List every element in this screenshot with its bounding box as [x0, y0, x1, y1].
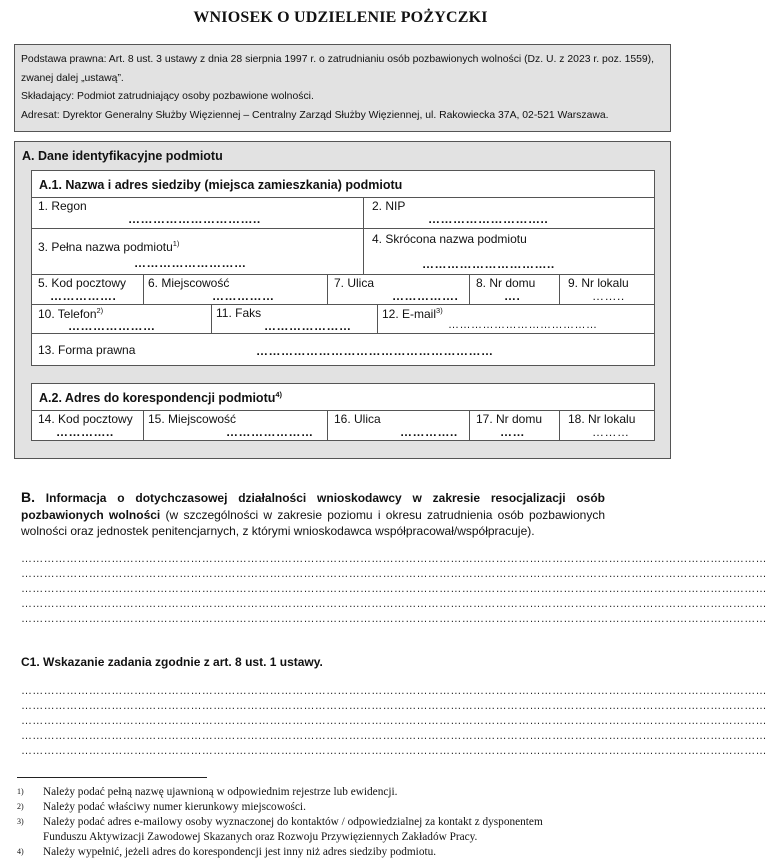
section-a2-title-text: A.2. Adres do korespondencji podmiotu — [39, 391, 276, 406]
legal-basis-box — [14, 44, 671, 132]
footnote-ref-4: 4) — [275, 390, 283, 399]
nip-label: 2. NIP — [372, 199, 406, 213]
corr-house-number-label: 17. Nr domu — [476, 412, 543, 426]
footnote — [17, 830, 477, 844]
legal-basis-line-cont: zwanej dalej „ustawą”. — [21, 72, 124, 84]
footnote-text: Funduszu Aktywizacji Zawodowej Skazanych oraz Rozwoju Przywięziennych Zakładów Pracy. — [43, 831, 478, 843]
legal-form-label: 13. Forma prawna — [38, 343, 136, 357]
section-b-answer-line[interactable]: ……………………………………………………………………………………………………………………………………………………………………………… — [21, 568, 767, 580]
section-c1-answer-line[interactable]: ……………………………………………………………………………………………………………………………………………………………………………… — [21, 715, 767, 727]
section-a-title: A. Dane identyfikacyjne podmiotu — [22, 149, 223, 163]
footnote-number: 3) — [17, 817, 24, 826]
footnote-ref-3: 3) — [436, 306, 443, 315]
section-c1-answer-line[interactable]: ……………………………………………………………………………………………………………………………………………………………………………… — [21, 730, 767, 742]
apartment-number-dots: …….. — [592, 289, 625, 303]
corr-city-field[interactable] — [144, 411, 328, 440]
full-name-dots: ……………………… — [134, 256, 247, 270]
corr-apartment-number-label: 18. Nr lokalu — [568, 412, 636, 426]
footnote — [17, 815, 543, 829]
city-label: 6. Miejscowość — [148, 276, 230, 290]
section-a — [14, 141, 671, 459]
section-b-heading — [21, 489, 605, 540]
apartment-number-label: 9. Nr lokalu — [568, 276, 629, 290]
full-name-label-text: 3. Pełna nazwa podmiotu — [38, 240, 173, 254]
footnote-text: Należy podać pełną nazwę ujawnioną w odpowiednim rejestrze lub ewidencji. — [43, 786, 398, 798]
city-field[interactable] — [144, 275, 328, 305]
section-b-bold-text: Informacja o dotychczasowej działalności wnioskodawcy w zakresie resocjalizacji osób pozbawionych wolności — [21, 491, 605, 522]
legal-form-field[interactable] — [32, 334, 654, 365]
fax-dots: ………………… — [264, 319, 352, 333]
corr-city-label: 15. Miejscowość — [148, 412, 237, 426]
section-b-answer-line[interactable]: ……………………………………………………………………………………………………………………………………………………………………………… — [21, 598, 767, 610]
fax-field[interactable] — [212, 305, 378, 334]
corr-apartment-number-field[interactable] — [560, 411, 654, 440]
section-b-answer-line[interactable]: ……………………………………………………………………………………………………………………………………………………………………………… — [21, 553, 767, 565]
section-c1-heading: C1. Wskazanie zadania zgodnie z art. 8 ust. 1 ustawy. — [21, 655, 323, 669]
section-b-letter: B. — [21, 489, 35, 505]
section-a2 — [31, 383, 655, 441]
full-name-label — [38, 239, 179, 254]
footnote-text: Należy podać właściwy numer kierunkowy miejscowości. — [43, 801, 306, 813]
corr-house-number-field[interactable] — [470, 411, 560, 440]
house-number-field[interactable] — [470, 275, 560, 305]
footnote-text: Należy podać adres e-mailowy osoby wyznaczonej do kontaktów / odpowiedzialnej za kontakt z dysponentem — [43, 816, 543, 828]
short-name-dots: ………………………….. — [422, 257, 555, 271]
footnote-number: 1) — [17, 787, 24, 796]
corr-city-dots: ………………… — [226, 425, 314, 439]
submitter-line: Składający: Podmiot zatrudniający osoby pozbawione wolności. — [21, 91, 314, 102]
corr-postal-code-label: 14. Kod pocztowy — [38, 412, 133, 426]
corr-apartment-number-dots: ……… — [592, 425, 630, 439]
email-dots: ………………………………… — [448, 319, 598, 331]
section-b-normal-text: (w szczególności w zakresie poziomu i okresu zatrudnienia osób pozbawionych wolności oraz jednostek penitencjarnych, z którymi wnioskodawca współpracował/współpracuje). — [21, 507, 605, 538]
postal-code-dots: ……………. — [50, 289, 117, 303]
legal-basis-line: Podstawa prawna: Art. 8 ust. 3 ustawy z dnia 28 sierpnia 1997 r. o zatrudnianiu osób pozbawionych wolności (Dz. U. z 2023 r. poz. 1559), — [21, 54, 655, 65]
postal-code-label: 5. Kod pocztowy — [38, 276, 127, 290]
regon-field[interactable] — [32, 198, 364, 229]
email-label-text: 12. E-mail — [382, 307, 437, 321]
section-a1-title: A.1. Nazwa i adres siedziby (miejsca zamieszkania) podmiotu — [39, 178, 403, 192]
footnote — [17, 785, 397, 799]
footnote-number: 4) — [17, 847, 24, 856]
postal-code-field[interactable] — [32, 275, 144, 305]
corr-street-label: 16. Ulica — [334, 412, 381, 426]
corr-postal-code-field[interactable] — [32, 411, 144, 440]
addressee-line: Adresat: Dyrektor Generalny Służby Więziennej – Centralny Zarząd Służby Więziennej, ul. Rakowiecka 37A, 02-521 Warszawa. — [21, 109, 609, 121]
footnote — [17, 845, 436, 859]
email-field[interactable] — [378, 305, 654, 334]
short-name-label: 4. Skrócona nazwa podmiotu — [372, 232, 527, 246]
apartment-number-field[interactable] — [560, 275, 654, 305]
section-b-answer-line[interactable]: ……………………………………………………………………………………………………………………………………………………………………………… — [21, 613, 767, 625]
short-name-field[interactable] — [364, 229, 654, 275]
section-a2-title — [39, 390, 282, 405]
house-number-label: 8. Nr domu — [476, 276, 536, 290]
corr-house-number-dots: …… — [500, 425, 525, 439]
street-dots: ……………. — [392, 289, 459, 303]
footnote — [17, 800, 306, 814]
corr-street-field[interactable] — [328, 411, 470, 440]
legal-form-dots: ………………………………………………… — [256, 344, 494, 358]
full-name-field[interactable] — [32, 229, 364, 275]
phone-label-text: 10. Telefon — [38, 307, 97, 321]
footnote-ref-2: 2) — [96, 306, 104, 315]
nip-field[interactable] — [364, 198, 654, 229]
section-c1-answer-line[interactable]: ……………………………………………………………………………………………………………………………………………………………………………… — [21, 700, 767, 712]
section-c1-answer-line[interactable]: ……………………………………………………………………………………………………………………………………………………………………………… — [21, 745, 767, 757]
street-label: 7. Ulica — [334, 276, 375, 290]
footnote-text: Należy wypełnić, jeżeli adres do korespondencji jest inny niż adres siedziby podmiotu. — [43, 846, 437, 858]
fax-label: 11. Faks — [216, 306, 262, 320]
section-a1 — [31, 170, 655, 366]
section-c1-answer-line[interactable]: ……………………………………………………………………………………………………………………………………………………………………………… — [21, 685, 767, 697]
regon-label: 1. Regon — [38, 199, 87, 213]
street-field[interactable] — [328, 275, 470, 305]
footnote-number: 2) — [17, 802, 24, 811]
city-dots: …………… — [212, 289, 275, 303]
section-b-answer-line[interactable]: ……………………………………………………………………………………………………………………………………………………………………………… — [21, 583, 767, 595]
regon-dots: ………………………….. — [128, 212, 261, 226]
phone-field[interactable] — [32, 305, 212, 334]
house-number-dots: …. — [504, 289, 521, 303]
document-title: WNIOSEK O UDZIELENIE POŻYCZKI — [193, 9, 488, 26]
footnote-ref-1: 1) — [172, 239, 180, 248]
footnote-separator — [17, 777, 207, 778]
corr-street-dots: ………….. — [400, 425, 458, 439]
corr-postal-code-dots: ………….. — [56, 425, 114, 439]
nip-dots: ……………………….. — [428, 212, 549, 226]
phone-dots: ………………… — [68, 319, 156, 333]
email-label — [382, 306, 443, 321]
